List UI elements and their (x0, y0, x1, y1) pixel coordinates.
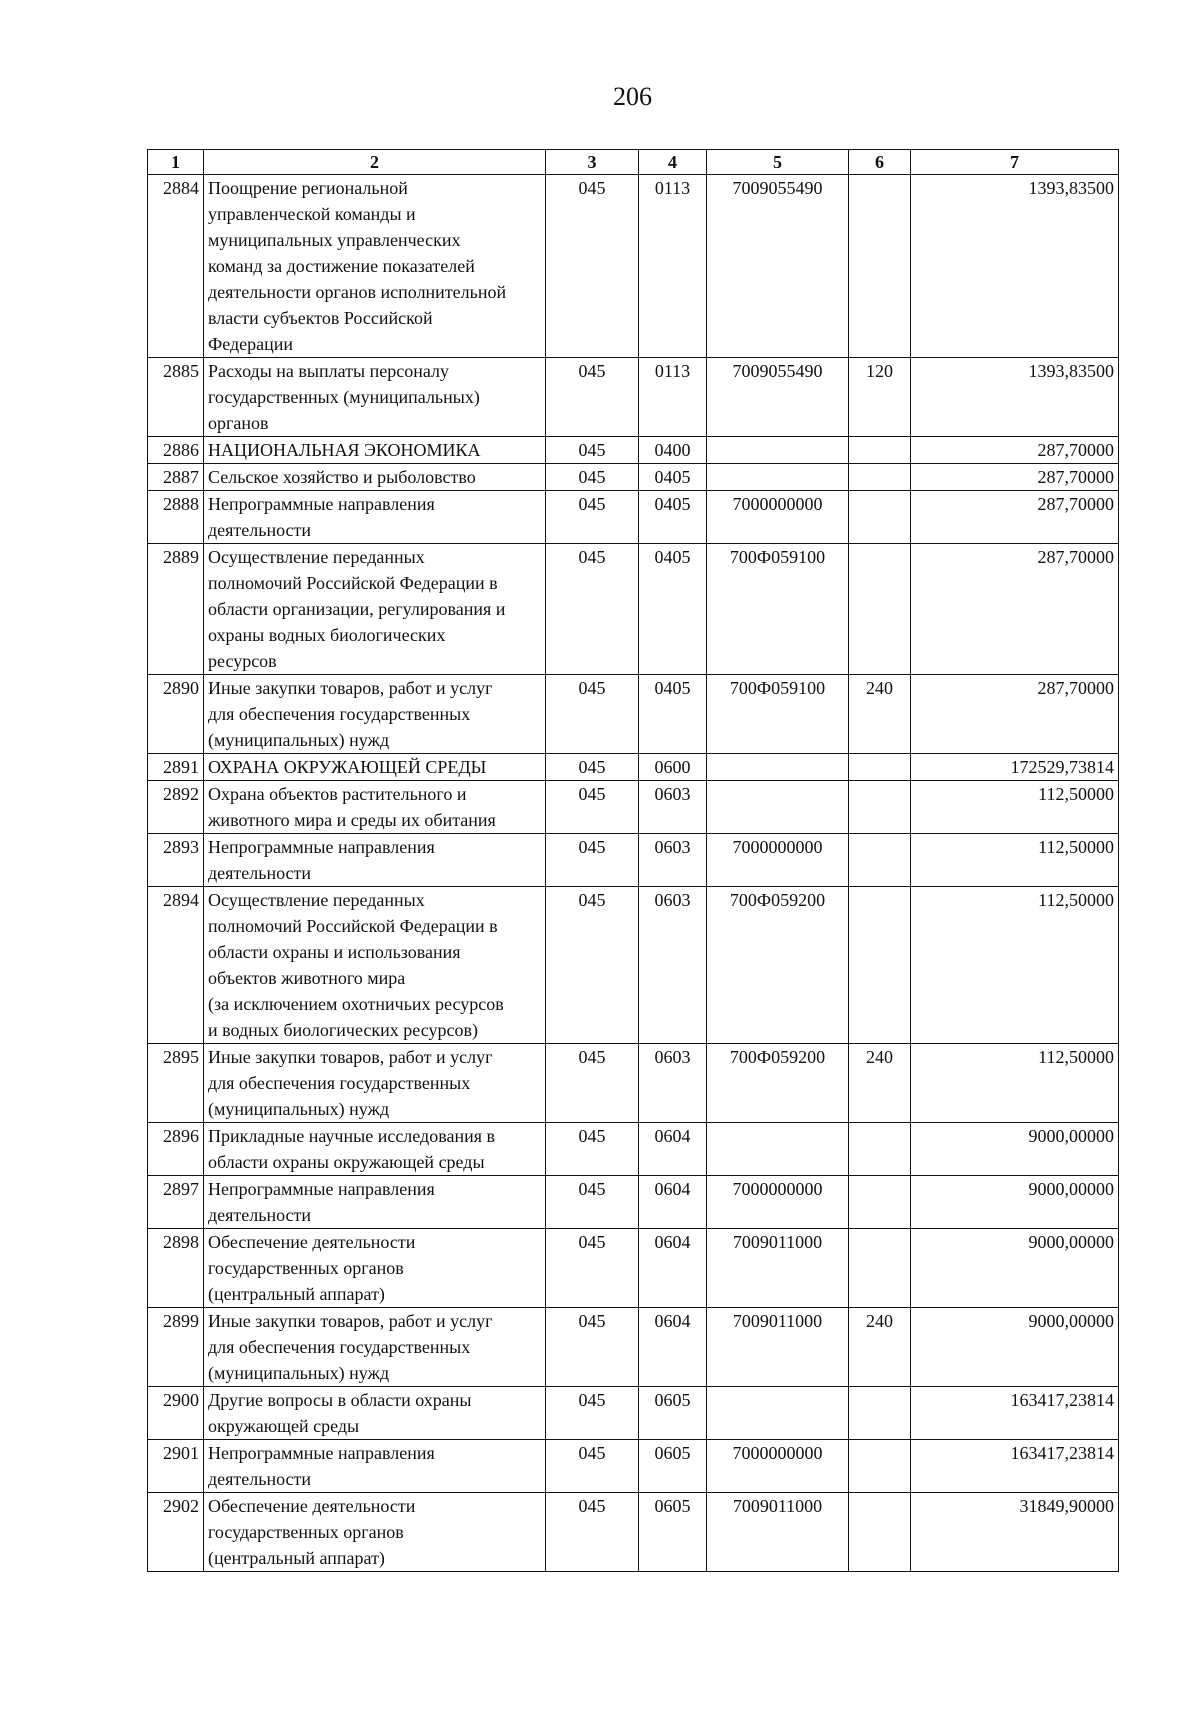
table-row (148, 1440, 1119, 1493)
row-expense-type (849, 544, 911, 675)
row-name: Другие вопросы в области охраны окружающей среды (204, 1387, 546, 1440)
row-expense-type: 240 (849, 1044, 911, 1123)
row-expense-type (849, 887, 911, 1044)
row-target-code (707, 1387, 849, 1440)
table-row (148, 1044, 1119, 1123)
row-amount: 112,50000 (911, 781, 1119, 834)
table-row (148, 834, 1119, 887)
table-row (148, 544, 1119, 675)
row-target-code: 700Ф059100 (707, 675, 849, 754)
table-row (148, 675, 1119, 754)
row-amount: 287,70000 (911, 675, 1119, 754)
row-name: Сельское хозяйство и рыболовство (204, 464, 546, 491)
row-name: Непрограммные направления деятельности (204, 491, 546, 544)
row-number: 2891 (148, 754, 204, 781)
row-amount: 287,70000 (911, 464, 1119, 491)
row-ministry-code: 045 (546, 1387, 639, 1440)
row-ministry-code: 045 (546, 464, 639, 491)
column-header-amount: 7 (911, 150, 1119, 175)
row-section-code: 0603 (639, 1044, 707, 1123)
table-row (148, 1123, 1119, 1176)
row-ministry-code: 045 (546, 1440, 639, 1493)
row-ministry-code: 045 (546, 1308, 639, 1387)
row-number: 2894 (148, 887, 204, 1044)
row-name: Осуществление переданных полномочий Российской Федерации в области организации, регулирования и охраны водных биологических ресурсов (204, 544, 546, 675)
row-amount: 287,70000 (911, 544, 1119, 675)
row-target-code: 7000000000 (707, 491, 849, 544)
row-amount: 9000,00000 (911, 1229, 1119, 1308)
table-row (148, 491, 1119, 544)
row-number: 2890 (148, 675, 204, 754)
table-row (148, 437, 1119, 464)
column-header-section: 4 (639, 150, 707, 175)
row-ministry-code: 045 (546, 175, 639, 358)
row-number: 2889 (148, 544, 204, 675)
row-name: Расходы на выплаты персоналу государственных (муниципальных) органов (204, 358, 546, 437)
row-section-code: 0603 (639, 781, 707, 834)
row-target-code: 7009011000 (707, 1229, 849, 1308)
row-expense-type (849, 491, 911, 544)
row-ministry-code: 045 (546, 358, 639, 437)
row-name: Охрана объектов растительного и животного мира и среды их обитания (204, 781, 546, 834)
row-expense-type: 240 (849, 1308, 911, 1387)
row-amount: 163417,23814 (911, 1387, 1119, 1440)
row-amount: 163417,23814 (911, 1440, 1119, 1493)
row-name: Поощрение региональной управленческой команды и муниципальных управленческих команд за достижение показателей деятельности органов исполнительной власти субъектов Российской Федерации (204, 175, 546, 358)
row-expense-type (849, 1176, 911, 1229)
row-expense-type (849, 437, 911, 464)
row-amount: 112,50000 (911, 887, 1119, 1044)
row-ministry-code: 045 (546, 887, 639, 1044)
table-row (148, 464, 1119, 491)
row-expense-type: 240 (849, 675, 911, 754)
row-expense-type (849, 834, 911, 887)
row-number: 2884 (148, 175, 204, 358)
row-section-code: 0603 (639, 834, 707, 887)
row-expense-type (849, 754, 911, 781)
table-row (148, 1176, 1119, 1229)
row-number: 2892 (148, 781, 204, 834)
row-number: 2899 (148, 1308, 204, 1387)
row-amount: 112,50000 (911, 834, 1119, 887)
row-ministry-code: 045 (546, 781, 639, 834)
row-section-code: 0605 (639, 1440, 707, 1493)
row-section-code: 0405 (639, 675, 707, 754)
row-ministry-code: 045 (546, 1493, 639, 1572)
column-header-target: 5 (707, 150, 849, 175)
table-row (148, 1387, 1119, 1440)
column-header-type: 6 (849, 150, 911, 175)
row-section-code: 0113 (639, 175, 707, 358)
row-number: 2897 (148, 1176, 204, 1229)
row-target-code (707, 754, 849, 781)
row-target-code (707, 781, 849, 834)
row-section-code: 0405 (639, 491, 707, 544)
page-number: 206 (613, 82, 652, 111)
row-target-code: 7000000000 (707, 834, 849, 887)
row-expense-type (849, 1229, 911, 1308)
row-amount: 1393,83500 (911, 358, 1119, 437)
row-name: Непрограммные направления деятельности (204, 834, 546, 887)
row-number: 2887 (148, 464, 204, 491)
row-section-code: 0604 (639, 1308, 707, 1387)
row-number: 2901 (148, 1440, 204, 1493)
row-amount: 9000,00000 (911, 1308, 1119, 1387)
row-number: 2885 (148, 358, 204, 437)
row-name: НАЦИОНАЛЬНАЯ ЭКОНОМИКА (204, 437, 546, 464)
row-name: Обеспечение деятельности государственных органов (центральный аппарат) (204, 1493, 546, 1572)
row-ministry-code: 045 (546, 834, 639, 887)
column-header-name: 2 (204, 150, 546, 175)
row-target-code: 7009055490 (707, 175, 849, 358)
row-ministry-code: 045 (546, 491, 639, 544)
row-number: 2900 (148, 1387, 204, 1440)
row-name: Непрограммные направления деятельности (204, 1440, 546, 1493)
row-expense-type (849, 1440, 911, 1493)
row-name: Обеспечение деятельности государственных органов (центральный аппарат) (204, 1229, 546, 1308)
row-name: Иные закупки товаров, работ и услуг для обеспечения государственных (муниципальных) нужд (204, 1308, 546, 1387)
row-name: ОХРАНА ОКРУЖАЮЩЕЙ СРЕДЫ (204, 754, 546, 781)
row-target-code: 7009011000 (707, 1308, 849, 1387)
row-section-code: 0604 (639, 1123, 707, 1176)
row-section-code: 0600 (639, 754, 707, 781)
row-target-code: 7000000000 (707, 1440, 849, 1493)
row-number: 2888 (148, 491, 204, 544)
row-name: Прикладные научные исследования в области охраны окружающей среды (204, 1123, 546, 1176)
table-row (148, 754, 1119, 781)
row-target-code: 7009011000 (707, 1493, 849, 1572)
row-number: 2893 (148, 834, 204, 887)
column-header-number: 1 (148, 150, 204, 175)
row-section-code: 0605 (639, 1387, 707, 1440)
budget-table (147, 149, 1119, 1572)
row-amount: 287,70000 (911, 437, 1119, 464)
row-section-code: 0400 (639, 437, 707, 464)
row-ministry-code: 045 (546, 1229, 639, 1308)
row-target-code (707, 437, 849, 464)
row-name: Непрограммные направления деятельности (204, 1176, 546, 1229)
row-expense-type: 120 (849, 358, 911, 437)
row-number: 2896 (148, 1123, 204, 1176)
row-section-code: 0603 (639, 887, 707, 1044)
row-target-code: 700Ф059200 (707, 1044, 849, 1123)
row-amount: 31849,90000 (911, 1493, 1119, 1572)
row-ministry-code: 045 (546, 754, 639, 781)
row-ministry-code: 045 (546, 1176, 639, 1229)
row-target-code: 7000000000 (707, 1176, 849, 1229)
row-amount: 9000,00000 (911, 1176, 1119, 1229)
row-target-code: 700Ф059200 (707, 887, 849, 1044)
table-row (148, 175, 1119, 358)
row-amount: 172529,73814 (911, 754, 1119, 781)
row-section-code: 0405 (639, 464, 707, 491)
row-expense-type (849, 175, 911, 358)
row-number: 2886 (148, 437, 204, 464)
row-amount: 287,70000 (911, 491, 1119, 544)
row-section-code: 0604 (639, 1229, 707, 1308)
row-amount: 112,50000 (911, 1044, 1119, 1123)
row-ministry-code: 045 (546, 544, 639, 675)
row-name: Иные закупки товаров, работ и услуг для обеспечения государственных (муниципальных) нужд (204, 675, 546, 754)
row-number: 2898 (148, 1229, 204, 1308)
row-ministry-code: 045 (546, 437, 639, 464)
row-target-code (707, 464, 849, 491)
table-row (148, 358, 1119, 437)
row-target-code (707, 1123, 849, 1176)
row-target-code: 700Ф059100 (707, 544, 849, 675)
row-ministry-code: 045 (546, 675, 639, 754)
row-name: Осуществление переданных полномочий Российской Федерации в области охраны и использования объектов животного мира (за исключением охотничьих ресурсов и водных биологических ресурсов) (204, 887, 546, 1044)
row-amount: 1393,83500 (911, 175, 1119, 358)
row-section-code: 0605 (639, 1493, 707, 1572)
table-row (148, 1308, 1119, 1387)
table-row (148, 887, 1119, 1044)
row-section-code: 0604 (639, 1176, 707, 1229)
row-name: Иные закупки товаров, работ и услуг для обеспечения государственных (муниципальных) нужд (204, 1044, 546, 1123)
column-header-ministry: 3 (546, 150, 639, 175)
row-expense-type (849, 464, 911, 491)
row-section-code: 0113 (639, 358, 707, 437)
table-row (148, 781, 1119, 834)
table-row (148, 1493, 1119, 1572)
row-expense-type (849, 1387, 911, 1440)
row-number: 2902 (148, 1493, 204, 1572)
table-header-row (148, 150, 1119, 175)
row-target-code: 7009055490 (707, 358, 849, 437)
row-number: 2895 (148, 1044, 204, 1123)
row-expense-type (849, 781, 911, 834)
row-expense-type (849, 1123, 911, 1176)
row-expense-type (849, 1493, 911, 1572)
row-ministry-code: 045 (546, 1123, 639, 1176)
row-section-code: 0405 (639, 544, 707, 675)
row-amount: 9000,00000 (911, 1123, 1119, 1176)
row-ministry-code: 045 (546, 1044, 639, 1123)
table-row (148, 1229, 1119, 1308)
